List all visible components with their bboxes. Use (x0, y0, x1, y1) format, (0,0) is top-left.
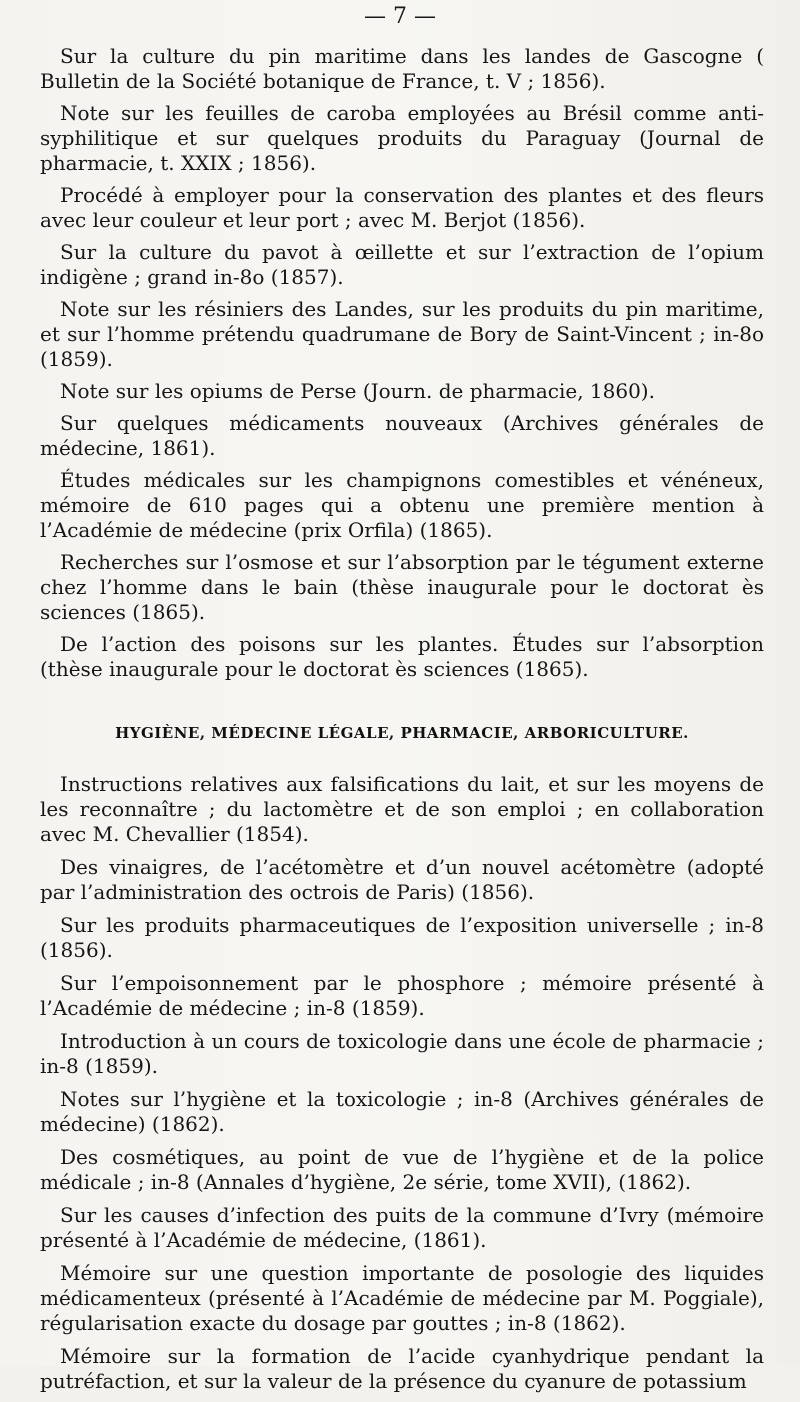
bibliography-entry: Des vinaigres, de l’acétomètre et d’un nouvel acétomètre (adopté par l’administration des octrois de Paris) (1856). (40, 855, 764, 904)
bibliography-entry: Introduction à un cours de toxicologie dans une école de pharmacie ; in-8 (1859). (40, 1029, 764, 1078)
bibliography-entry: Sur quelques médicaments nouveaux (Archives générales de médecine, 1861). (40, 411, 764, 460)
bibliography-entry: Note sur les feuilles de caroba employées au Brésil comme anti-syphilitique et sur quelques produits du Paraguay (Journal de pharmacie, t. XXIX ; 1856). (40, 101, 764, 175)
bibliography-entry: Mémoire sur la formation de l’acide cyanhydrique pendant la putréfaction, et sur la valeur de la présence du cyanure de potassium (40, 1344, 764, 1393)
bibliography-list (40, 44, 764, 1402)
page-number: — 7 — (364, 4, 436, 29)
bibliography-entry: Sur la culture du pin maritime dans les landes de Gascogne ( Bulletin de la Société botanique de France, t. V ; 1856). (40, 44, 764, 93)
bibliography-entry: Note sur les résiniers des Landes, sur les produits du pin maritime, et sur l’homme prétendu quadrumane de Bory de Saint-Vincent ; in-8o (1859). (40, 297, 764, 371)
bibliography-entry: Des cosmétiques, au point de vue de l’hygiène et de la police médicale ; in-8 (Annales d’hygiène, 2e série, tome XVII), (1862). (40, 1145, 764, 1194)
bibliography-entry: Notes sur l’hygiène et la toxicologie ; in-8 (Archives générales de médecine) (1862). (40, 1087, 764, 1136)
section-entries (40, 772, 764, 1394)
bibliography-entry: Mémoire sur une question importante de posologie des liquides médicamenteux (présenté à l’Académie de médecine par M. Poggiale), régularisation exacte du dosage par gouttes ; in-8 (1862). (40, 1261, 764, 1335)
section-heading: HYGIÈNE, MÉDECINE LÉGALE, PHARMACIE, ARBORICULTURE. (115, 724, 689, 742)
bibliography-entry: De l’action des poisons sur les plantes. Études sur l’absorption (thèse inaugurale pour le doctorat ès sciences (1865). (40, 632, 764, 681)
bibliography-entry: Note sur les opiums de Perse (Journ. de pharmacie, 1860). (60, 379, 655, 403)
bibliography-entry: Sur les causes d’infection des puits de la commune d’Ivry (mémoire présenté à l’Académie de médecine, (1861). (40, 1203, 764, 1252)
bibliography-entry: Instructions relatives aux falsifications du lait, et sur les moyens de les reconnaître ; du lactomètre et de son emploi ; en collaboration avec M. Chevallier (1854). (40, 772, 764, 846)
bibliography-entry: Procédé à employer pour la conservation des plantes et des fleurs avec leur couleur et leur port ; avec M. Berjot (1856). (40, 183, 764, 232)
bibliography-entry: Études médicales sur les champignons comestibles et vénéneux, mémoire de 610 pages qui a obtenu une première mention à l’Académie de médecine (prix Orfila) (1865). (40, 468, 764, 542)
bibliography-entry: Recherches sur l’osmose et sur l’absorption par le tégument externe chez l’homme dans le bain (thèse inaugurale pour le doctorat ès sciences (1865). (40, 550, 764, 624)
bibliography-entry: Sur l’empoisonnement par le phosphore ; mémoire présenté à l’Académie de médecine ; in-8 (1859). (40, 971, 764, 1020)
bibliography-entry: Sur les produits pharmaceutiques de l’exposition universelle ; in-8 (1856). (40, 913, 764, 962)
bibliography-entry: Sur la culture du pavot à œillette et sur l’extraction de l’opium indigène ; grand in-8o (1857). (40, 240, 764, 289)
